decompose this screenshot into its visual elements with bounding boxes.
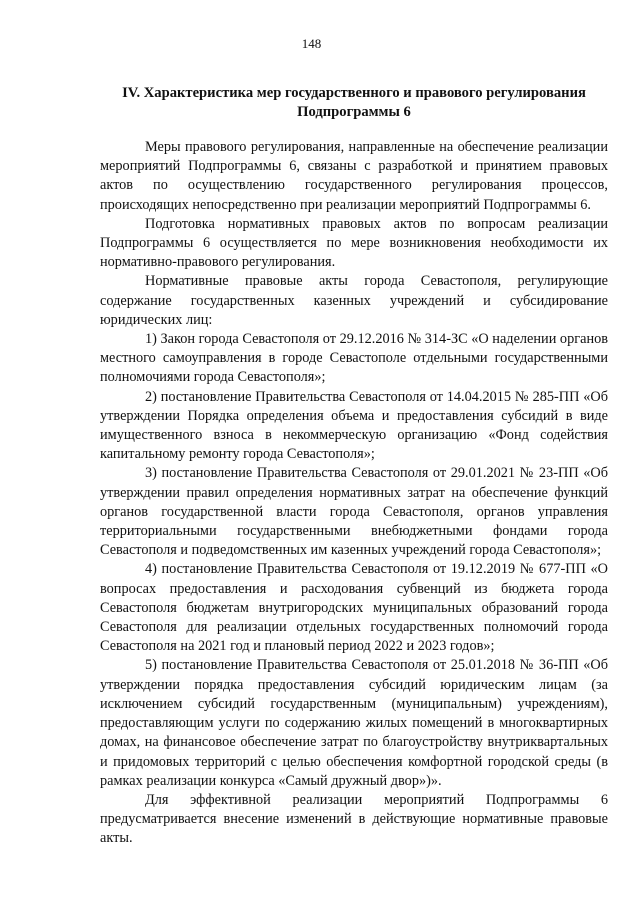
paragraph-acts-list-intro: Нормативные правовые акты города Севастополя, регулирующие содержание государственных казенных учреждений и субсидирование юридических лиц: bbox=[100, 273, 608, 328]
paragraph-conclusion: Для эффективной реализации мероприятий Подпрограммы 6 предусматривается внесение изменений в действующие нормативные правовые акты. bbox=[100, 791, 608, 847]
section-heading-line-2: Подпрограммы 6 bbox=[297, 104, 411, 120]
paragraph-preparation: Подготовка нормативных правовых актов по вопросам реализации Подпрограммы 6 осуществляется по мере возникновения необходимости их нормативно-правового регулирования. bbox=[100, 215, 608, 271]
section-heading bbox=[100, 84, 608, 122]
list-item-act-1: 1) Закон города Севастополя от 29.12.2016 № 314-ЗС «О наделении органов местного самоуправления в городе Севастополе отдельными государственными полномочиями города Севастополя»; bbox=[100, 331, 608, 386]
page-number: 148 bbox=[301, 36, 322, 51]
list-item-act-3: 3) постановление Правительства Севастополя от 29.01.2021 № 23-ПП «Об утверждении правил определения нормативных затрат на обеспечение функций органов государственной власти города Севастополя, органов управления территориальными государственными внебюджетными фондами города Севастополя и подведомственных им казенных учреждений города Севастополя»; bbox=[100, 465, 608, 559]
list-item-act-5: 5) постановление Правительства Севастополя от 25.01.2018 № 36-ПП «Об утверждении порядка предоставления субсидий юридическим лицам (за исключением субсидий государственным (муниципальным) учреждениям), предоставляющим услуги по содержанию жилых помещений в многоквартирных домах, на финансовое обеспечение затрат по благоустройству внутриквартальных и придомовых территорий с целью обеспечения комфортной городской среды (в рамках реализации конкурса «Самый дружный двор»)». bbox=[100, 657, 608, 789]
list-item-act-4: 4) постановление Правительства Севастополя от 19.12.2019 № 677-ПП «О вопросах предоставления и расходования субвенций из бюджета города Севастополя бюджетам внутригородских муниципальных образований города Севастополя для реализации отдельных государственных полномочий города Севастополя на 2021 год и плановый период 2022 и 2023 годов»; bbox=[100, 561, 608, 655]
list-item-act-2: 2) постановление Правительства Севастополя от 14.04.2015 № 285-ПП «Об утверждении Порядка определения объема и предоставления субсидий в виде имущественного взноса в некоммерческую организацию «Фонд содействия капитальному ремонту города Севастополя»; bbox=[100, 388, 608, 463]
paragraph-intro: Меры правового регулирования, направленные на обеспечение реализации мероприятий Подпрограммы 6, связаны с разработкой и принятием правовых актов по осуществлению государственного регулирования процессов, происходящих непосредственно при реализации мероприятий Подпрограммы 6. bbox=[100, 139, 608, 213]
section-heading-line-1: IV. Характеристика мер государственного и правового регулирования bbox=[122, 85, 586, 101]
document-body bbox=[100, 138, 608, 849]
